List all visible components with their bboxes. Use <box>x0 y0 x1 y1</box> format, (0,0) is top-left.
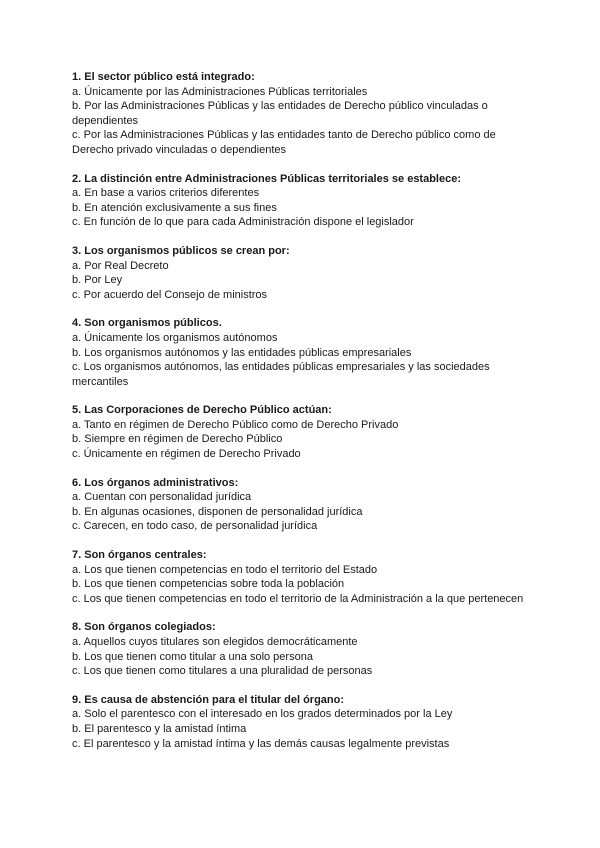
option-b: b. En algunas ocasiones, disponen de personalidad jurídica <box>72 505 363 518</box>
option-a: a. Únicamente los organismos autónomos <box>72 331 278 344</box>
question-title: 7. Son órganos centrales: <box>72 549 207 562</box>
option-a: a. Cuentan con personalidad jurídica <box>72 491 252 504</box>
option-b: b. Por las Administraciones Públicas y las entidades de Derecho público vinculadas o dependientes <box>72 100 488 127</box>
option-b: b. En atención exclusivamente a sus fines <box>72 201 277 214</box>
question-8 <box>72 620 532 678</box>
option-b: b. El parentesco y la amistad íntima <box>72 722 247 735</box>
option-b: b. Los organismos autónomos y las entidades públicas empresariales <box>72 346 412 359</box>
question-5 <box>72 403 532 461</box>
option-c: c. El parentesco y la amistad íntima y las demás causas legalmente previstas <box>72 737 450 750</box>
question-1 <box>72 70 532 158</box>
option-a: a. Por Real Decreto <box>72 259 169 272</box>
question-3 <box>72 244 532 302</box>
option-c: c. Los que tienen como titulares a una pluralidad de personas <box>72 665 373 678</box>
option-a: a. En base a varios criterios diferentes <box>72 187 260 200</box>
option-c: c. Carecen, en todo caso, de personalidad jurídica <box>72 520 318 533</box>
question-title: 8. Son órganos colegiados: <box>72 621 216 634</box>
option-c: c. Los que tienen competencias en todo el territorio de la Administración a la que pertenecen <box>72 592 524 605</box>
question-title: 2. La distinción entre Administraciones Públicas territoriales se establece: <box>72 172 462 185</box>
question-list <box>72 70 532 765</box>
question-title: 3. Los organismos públicos se crean por: <box>72 244 290 257</box>
question-2 <box>72 172 532 230</box>
option-a: a. Tanto en régimen de Derecho Público como de Derecho Privado <box>72 418 399 431</box>
option-c: c. Únicamente en régimen de Derecho Privado <box>72 448 301 461</box>
question-7 <box>72 548 532 606</box>
option-c: c. Por las Administraciones Públicas y las entidades tanto de Derecho público como de Derecho privado vinculadas o dependientes <box>72 129 496 156</box>
option-b: b. Los que tienen competencias sobre toda la población <box>72 578 345 591</box>
question-title: 1. El sector público está integrado: <box>72 71 255 83</box>
question-title: 9. Es causa de abstención para el titular del órgano: <box>72 693 345 706</box>
question-title: 4. Son organismos públicos. <box>72 317 222 330</box>
option-a: a. Aquellos cuyos titulares son elegidos democráticamente <box>72 636 358 648</box>
option-a: a. Únicamente por las Administraciones Públicas territoriales <box>72 85 368 98</box>
option-a: a. Solo el parentesco con el interesado en los grados determinados por la Ley <box>72 708 453 721</box>
question-9 <box>72 693 532 751</box>
option-b: b. Los que tienen como titular a una solo persona <box>72 650 313 663</box>
option-a: a. Los que tienen competencias en todo el territorio del Estado <box>72 563 378 576</box>
question-6 <box>72 476 532 534</box>
question-title: 5. Las Corporaciones de Derecho Público actúan: <box>72 404 332 417</box>
question-4 <box>72 316 532 389</box>
option-c: c. Los organismos autónomos, las entidades públicas empresariales y las sociedades mercantiles <box>72 361 490 388</box>
option-b: b. Por Ley <box>72 274 123 287</box>
option-c: c. Por acuerdo del Consejo de ministros <box>72 288 268 301</box>
option-b: b. Siempre en régimen de Derecho Público <box>72 433 283 446</box>
option-c: c. En función de lo que para cada Administración dispone el legislador <box>72 216 414 229</box>
question-title: 6. Los órganos administrativos: <box>72 476 239 489</box>
